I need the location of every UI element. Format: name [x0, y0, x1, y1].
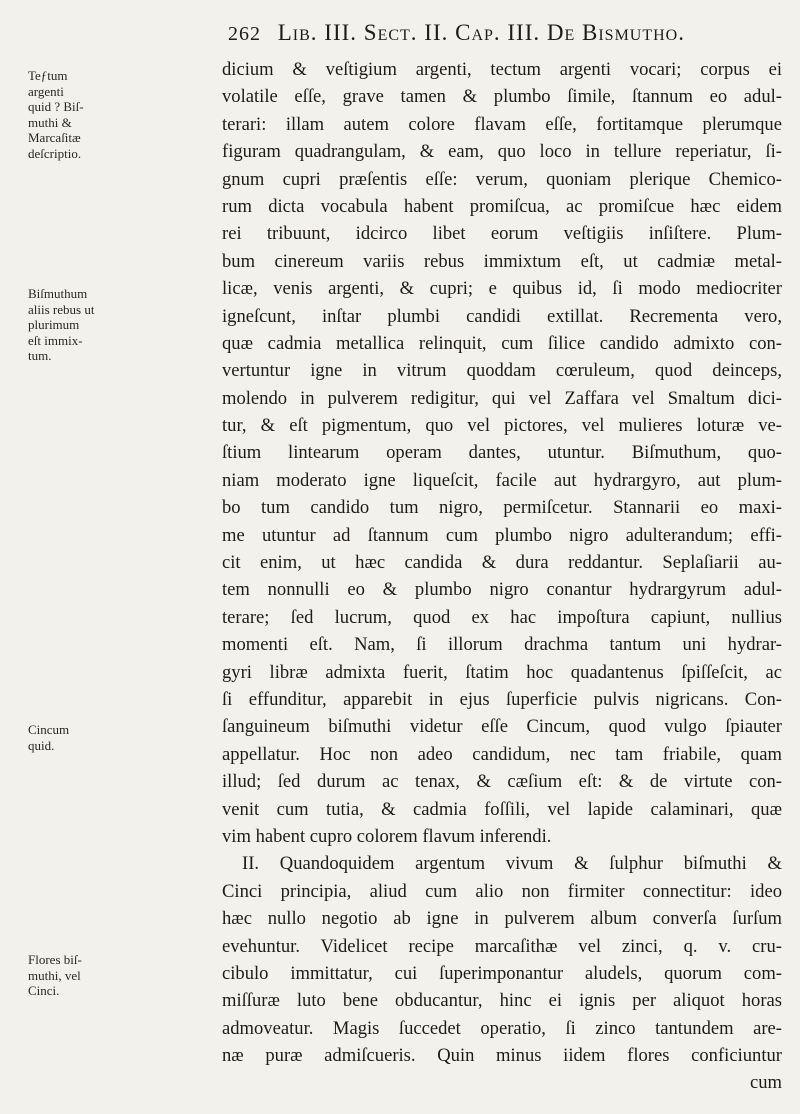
text-line: igneſcunt, inſtar plumbi candidi extillat. Recrementa vero,: [222, 305, 782, 327]
running-title: Lib. III. Sect. II. Cap. III. De Bismutho.: [277, 20, 685, 45]
text-line: bum cinereum variis rebus immixtum eſt, ut cadmiæ metal-: [222, 250, 782, 272]
text-line: terari: illam autem colore flavam eſſe, fortitamque plerumque: [222, 113, 782, 135]
text-line: bo tum candido tum nigro, permiſcetur. Stannarii eo maxi-: [222, 497, 782, 519]
text-line: evehuntur. Videlicet recipe marcaſithæ vel zinci, q. v. cru-: [222, 935, 782, 957]
text-line: volatile eſſe, grave tamen & plumbo ſimile, ſtannum eo adul-: [222, 86, 782, 108]
text-line: rum dicta vocabula habent promiſcua, ac promiſcue hæc eidem: [222, 195, 782, 217]
text-line: niam moderato igne liqueſcit, facile aut hydrargyro, aut plum-: [222, 469, 782, 491]
text-line: tem nonnulli eo & plumbo nigro conantur hydrargyrum adul-: [222, 579, 782, 601]
text-line: cibulo immittatur, cui ſuperimponantur aludels, quorum com-: [222, 962, 782, 984]
text-line: hæc nullo negotio ab igne in pulverem album converſa ſurſum: [222, 908, 782, 930]
text-line: miſſuræ luto bene obducantur, hinc ei ignis per aliquot horas: [222, 990, 782, 1012]
text-line: ſi effunditur, apparebit in ejus ſuperficie pulvis nigricans. Con-: [222, 688, 782, 710]
text-line: ſanguineum biſmuthi videtur eſſe Cincum, quod vulgo ſpiauter: [222, 716, 782, 738]
text-line: appellatur. Hoc non adeo candidum, nec tam friabile, quam: [222, 743, 782, 765]
running-head: [228, 20, 788, 46]
text-line: vertuntur igne in vitrum quoddam cœruleum, quod deinceps,: [222, 360, 782, 382]
text-line: tur, & eſt pigmentum, quo vel pictores, vel mulieres loturæ ve-: [222, 415, 782, 437]
text-line: illud; ſed durum ac tenax, & cæſium eſt: & de virtute con-: [222, 771, 782, 793]
margin-note-flores: Flores biſ- muthi, vel Cinci.: [28, 952, 82, 998]
margin-note-tectum: Teƒtum argenti quid ? Biſ- muthi & Marcaſitæ deſcriptio.: [28, 68, 84, 161]
text-line: cit enim, ut hæc candida & dura reddantur. Seplaſiarii au-: [222, 552, 782, 574]
text-line: me utuntur ad ſtannum cum plumbo nigro adulterandum; effi-: [222, 524, 782, 546]
text-line: II. Quandoquidem argentum vivum & ſulphur biſmuthi &: [242, 853, 782, 875]
text-line: Cinci principia, aliud cum alio non firmiter connectitur: ideo: [222, 880, 782, 902]
margin-note-cincum: Cincum quid.: [28, 722, 70, 753]
margin-note-bismuthum: Biſmuthum aliis rebus ut plurimum eſt immix- tum.: [28, 286, 95, 363]
text-line: quæ cadmia metallica relinquit, cum ſilice candido admixto con-: [222, 332, 782, 354]
text-line: dicium & veſtigium argenti, tectum argenti vocari; corpus ei: [222, 59, 782, 80]
text-line: licæ, venis argenti, & cupri; e quibus id, ſi modo mediocriter: [222, 278, 782, 300]
body-text: [222, 56, 782, 1097]
text-line: terare; ſed lucrum, quod ex hac impoſtura capiunt, nullius: [222, 606, 782, 628]
page-number: 262: [228, 23, 261, 45]
text-line: næ puræ admiſcueris. Quin minus iidem flores conficiuntur: [222, 1045, 782, 1067]
text-line: momenti eſt. Nam, ſi illorum drachma tantum uni hydrar-: [222, 634, 782, 656]
text-line: figuram quadrangulam, & eam, quo loco in tellure reperiatur, ſi-: [222, 141, 782, 163]
text-line: gyri libræ admixta fuerit, ſtatim hoc quadantenus ſpiſſeſcit, ac: [222, 661, 782, 683]
text-line: gnum cupri præſentis eſſe: verum, quoniam plerique Chemico-: [222, 168, 782, 190]
text-line: venit cum tutia, & cadmia foſſili, vel lapide calaminari, quæ: [222, 798, 782, 820]
text-line: admoveatur. Magis ſuccedet operatio, ſi zinco tantundem are-: [222, 1017, 782, 1039]
text-line: molendo in pulverem redigitur, qui vel Zaffara vel Smaltum dici-: [222, 387, 782, 409]
text-line: vim habent cupro colorem flavum inferendi.: [222, 825, 552, 847]
text-line: rei tribuunt, idcirco libet eorum veſtigiis inſiſtere. Plum-: [222, 223, 782, 245]
text-line: ſtium lintearum operam dantes, utuntur. Biſmuthum, quo-: [222, 442, 782, 464]
catchword: cum: [749, 1072, 782, 1094]
